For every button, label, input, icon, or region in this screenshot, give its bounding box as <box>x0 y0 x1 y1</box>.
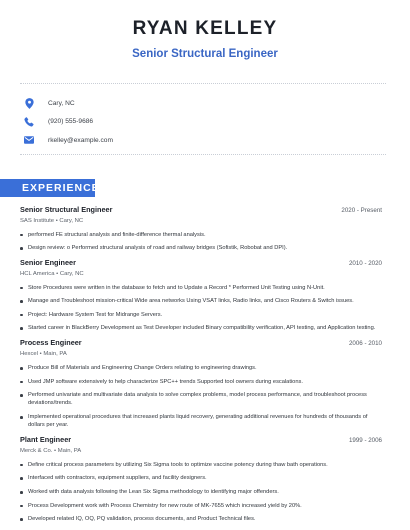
job-bullets <box>20 364 382 429</box>
job-bullet: Worked with data analysis following the Lean Six Sigma methodology to identifying major offenders. <box>20 488 382 496</box>
job-bullet: Manage and Troubleshoot mission-critical Wide area networks Using VSAT links, Radio links, and Cisco Routers & Switch issues. <box>20 297 382 305</box>
job-header <box>20 338 382 349</box>
job-header <box>20 205 382 216</box>
job-bullet: Process Development work with Process Chemistry for new route of MK-7655 which increased yield by 20%. <box>20 502 382 510</box>
job-dates: 2020 - Present <box>341 206 382 214</box>
experience-list <box>20 205 382 524</box>
job-bullet: Interfaced with contractors, equipment suppliers, and facility designers. <box>20 474 382 482</box>
job-bullet: Developed related IQ, OQ, PQ validation, process documents, and Product Technical files. <box>20 515 382 523</box>
job-bullet: performed FE structural analysis and finite-difference thermal analysis. <box>20 231 382 239</box>
contact-section <box>20 83 386 155</box>
job-bullets <box>20 461 382 524</box>
job-company: Merck & Co. • Main, PA <box>20 447 82 454</box>
job-entry <box>20 338 382 429</box>
job-entry <box>20 205 382 253</box>
job-header <box>20 258 382 269</box>
job-company: Hexcel • Main, PA <box>20 351 67 358</box>
job-bullet: Project: Hardware System Test for Midrange Servers. <box>20 311 382 319</box>
contact-phone <box>20 113 386 131</box>
job-dates: 2010 - 2020 <box>348 259 382 267</box>
job-dates: 2006 - 2010 <box>348 340 382 348</box>
job-title: Senior Engineer <box>20 257 76 267</box>
phone-icon <box>22 115 36 129</box>
job-company: HCL America • Cary, NC <box>20 270 84 277</box>
job-bullet: Implemented operational procedures that increased plants liquid recovery, generating additional revenues for hundreds of thousands of dollars per year. <box>20 413 382 429</box>
email-text: rkelley@example.com <box>48 136 113 144</box>
job-entry <box>20 258 382 333</box>
job-bullet: Design review: o Performed structural analysis of road and railway bridges (Sofistik, Robobat and DPI). <box>20 244 382 252</box>
phone-text: (920) 555-9686 <box>48 118 94 125</box>
contact-email <box>20 131 386 149</box>
job-bullets <box>20 284 382 333</box>
resume-header <box>0 0 410 61</box>
job-company: SAS Institute • Cary, NC <box>20 217 84 224</box>
candidate-title: Senior Structural Engineer <box>132 48 278 60</box>
job-bullet: Define critical process parameters by utilizing Six Sigma tools to optimize vaccine potency during thaw bath operations. <box>20 461 382 469</box>
location-pin-icon <box>22 96 36 110</box>
job-title: Process Engineer <box>20 338 82 348</box>
location-text: Cary, NC <box>48 99 75 107</box>
job-bullet: Used JMP software extensively to help characterize SPC++ trends Supported tool owners during escalations. <box>20 378 382 386</box>
job-bullet: Store Procedures were written in the database to fetch and to Update a Record * Performed Unit Testing using N-Unit. <box>20 284 382 292</box>
job-bullet: Performed univariate and multivariate data analysis to solve complex problems, model process performance, and troubleshoot process deviations/trends. <box>20 391 382 407</box>
job-title: Senior Structural Engineer <box>20 204 113 214</box>
contact-location <box>20 94 386 112</box>
experience-heading-bar <box>0 179 100 197</box>
job-header <box>20 435 382 446</box>
job-dates: 1999 - 2006 <box>348 436 382 444</box>
email-icon <box>22 133 36 147</box>
experience-heading: EXPERIENCE <box>22 181 100 194</box>
job-title: Plant Engineer <box>20 434 72 444</box>
job-entry <box>20 435 382 524</box>
job-bullet: Started career in BlackBerry Development as Test Developer included Binary compatibility verification, API testing, and Application testing. <box>20 324 382 332</box>
job-bullets <box>20 231 382 253</box>
candidate-name: RYAN KELLEY <box>132 18 278 39</box>
job-bullet: Produce Bill of Materials and Engineering Change Orders relating to engineering drawings. <box>20 364 382 372</box>
